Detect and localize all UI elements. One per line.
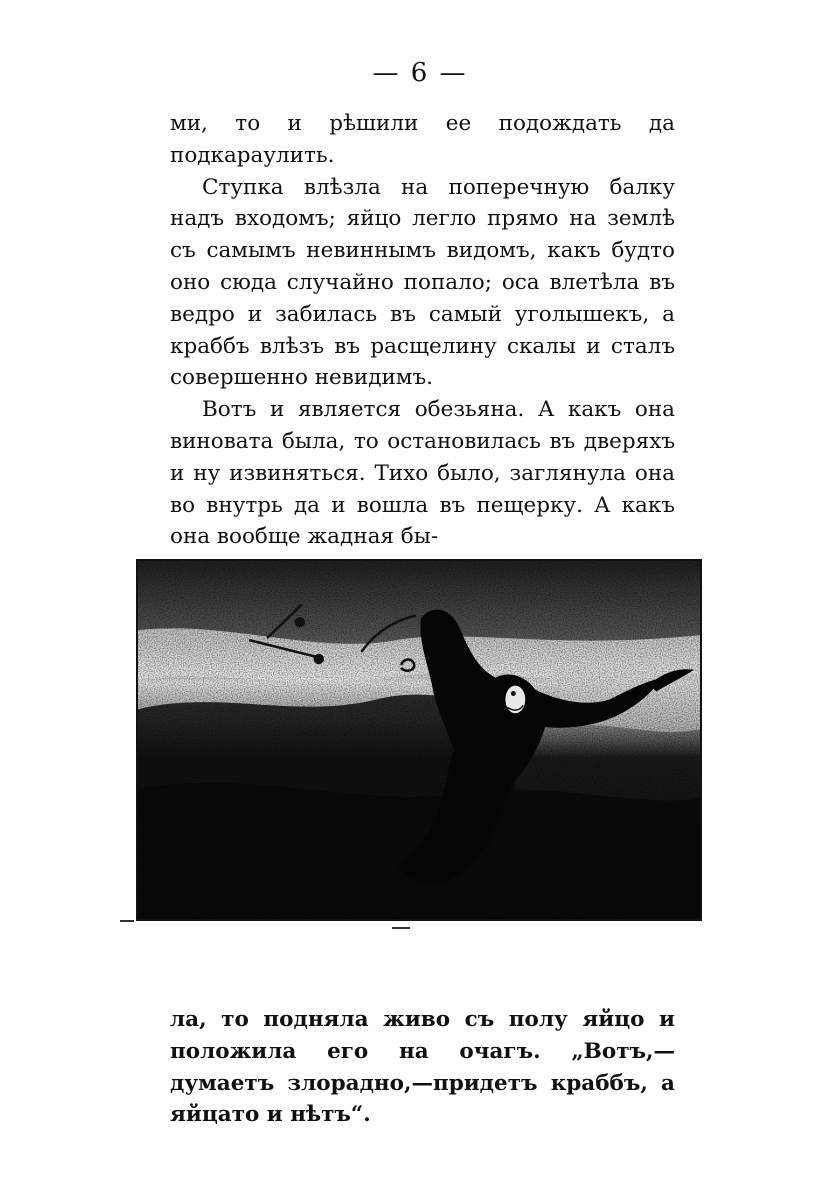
paragraph: Вотъ и является обезьяна. А какъ она виновата была, то остановилась въ дверяхъ и ну извиняться. Тихо было, заглянула она во внутрь да и вошла въ пещерку. А какъ она вообще жадная бы- (170, 397, 675, 550)
page-number: — 6 — (372, 58, 468, 88)
paragraph: ла, то подняла живо съ полу яйцо и положила его на очагъ. „Вотъ,—думаетъ злорадно,—придетъ краббъ, а яйцато и нѣтъ“. (170, 1007, 675, 1128)
paragraph: ми, то и рѣшили ее подождать да подкараулить. (170, 111, 675, 168)
paragraph: Ступка влѣзла на поперечную балку надъ входомъ; яйцо легло прямо на землѣ съ самымъ невиннымъ видомъ, какъ будто оно сюда случайно попало; оса влетѣла въ ведро и забилась въ самый уголышекъ, а краббъ влѣзъ въ расщелину скалы и сталъ совершенно невидимъ. (170, 174, 675, 391)
monkey-face (505, 686, 525, 714)
stray-print-mark (392, 927, 410, 929)
stray-print-mark (120, 920, 134, 922)
illustration-engraving (136, 559, 702, 921)
engraving-artwork (138, 561, 700, 919)
text-block-bottom (170, 1004, 675, 1131)
text-block-top (170, 108, 675, 553)
